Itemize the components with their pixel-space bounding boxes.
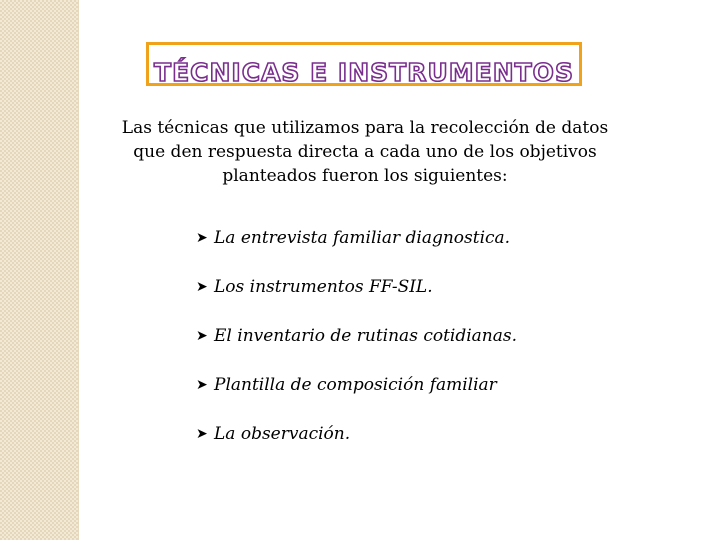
list-item [196, 422, 517, 471]
arrow-right-icon: ➤ [196, 377, 208, 393]
list-item [196, 324, 517, 373]
title-box [146, 42, 582, 86]
list-item-text: La observación. [214, 424, 351, 444]
list-item-text: La entrevista familiar diagnostica. [214, 228, 511, 248]
list-item-text: El inventario de rutinas cotidianas. [214, 326, 518, 346]
arrow-right-icon: ➤ [196, 279, 208, 295]
list-item-text: Plantilla de composición familiar [214, 375, 497, 395]
bullet-list [196, 226, 517, 471]
intro-paragraph: Las técnicas que utilizamos para la recolección de datos que den respuesta directa a cada uno de los objetivos planteados fueron los siguientes: [121, 118, 609, 186]
decorative-side-band [0, 0, 79, 540]
list-item [196, 275, 517, 324]
list-item [196, 373, 517, 422]
slide-title: TÉCNICAS E INSTRUMENTOS [154, 58, 574, 86]
list-item [196, 226, 517, 275]
arrow-right-icon: ➤ [196, 426, 208, 442]
arrow-right-icon: ➤ [196, 230, 208, 246]
arrow-right-icon: ➤ [196, 328, 208, 344]
list-item-text: Los instrumentos FF-SIL. [214, 277, 433, 297]
